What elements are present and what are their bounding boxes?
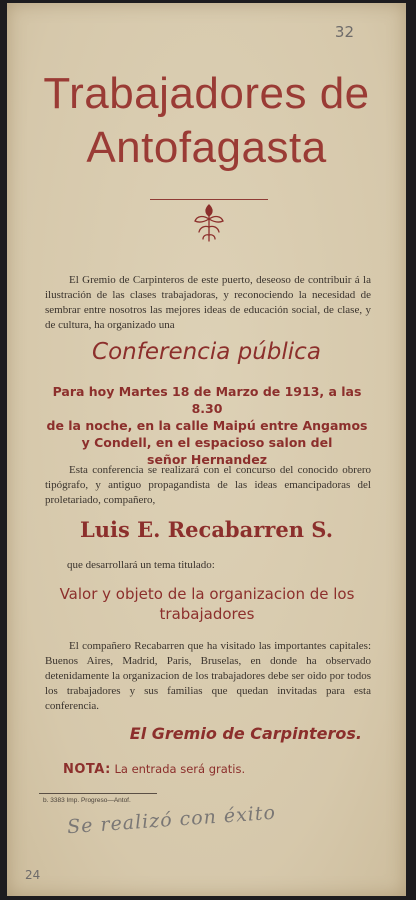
topic-line: trabajadores	[159, 605, 255, 623]
bottom-mark: 24	[25, 868, 41, 882]
intro-paragraph: El Gremio de Carpinteros de este puerto, deseoso de contribuir á la ilustración de las clases trabajadoras, y reconociendo la necesidad de sembrar entre nosotros las mejores ideas de educación social, de clase, y de cultura, ha organizado una	[45, 274, 371, 331]
event-details-line: Para hoy Martes 18 de Marzo de 1913, a las 8.30	[52, 384, 362, 416]
imprint-divider	[39, 793, 157, 794]
printer-imprint: b. 3383 Imp. Progreso—Antof.	[43, 797, 131, 804]
event-details	[37, 383, 377, 468]
title-line-2: Antofagasta	[86, 123, 327, 172]
title-divider	[150, 199, 268, 200]
topic-title	[37, 584, 377, 624]
note-label: NOTA:	[63, 762, 111, 777]
event-heading: Conferencia pública	[92, 339, 321, 365]
event-details-line: señor Hernandez	[147, 452, 267, 467]
event-details-line: y Condell, en el espacioso salon del	[81, 435, 333, 450]
title-line-1: Trabajadores de	[43, 69, 370, 118]
poster-sheet	[7, 3, 406, 896]
note-text: La entrada será gratis.	[114, 762, 246, 776]
closing-paragraph: El compañero Recabarren que ha visitado las importantes capitales: Buenos Aires, Madrid, Paris, Bruselas, en donde ha observado detenidamente la organizacion de los trabajadores debe ser oido por todos los trabajadores y sus familias que quedan invitadas para esta conferencia.	[45, 640, 371, 712]
floral-ornament-icon	[191, 201, 227, 245]
speaker-name: Luis E. Recabarren S.	[79, 517, 334, 542]
topic-line: Valor y objeto de la organizacion de los	[59, 585, 355, 603]
handwritten-note: Se realizó con éxito	[66, 801, 277, 839]
signature: El Gremio de Carpinteros.	[129, 724, 362, 743]
page-number: 32	[334, 23, 354, 41]
topic-intro: que desarrollará un tema titulado:	[67, 559, 215, 571]
speaker-paragraph: Esta conferencia se realizará con el concurso del conocido obrero tipógrafo, y antiguo propagandista de las ideas emancipadoras del proletariado, compañero,	[45, 464, 371, 506]
event-details-line: de la noche, en la calle Maipú entre Angamos	[46, 418, 368, 433]
note	[63, 762, 245, 777]
